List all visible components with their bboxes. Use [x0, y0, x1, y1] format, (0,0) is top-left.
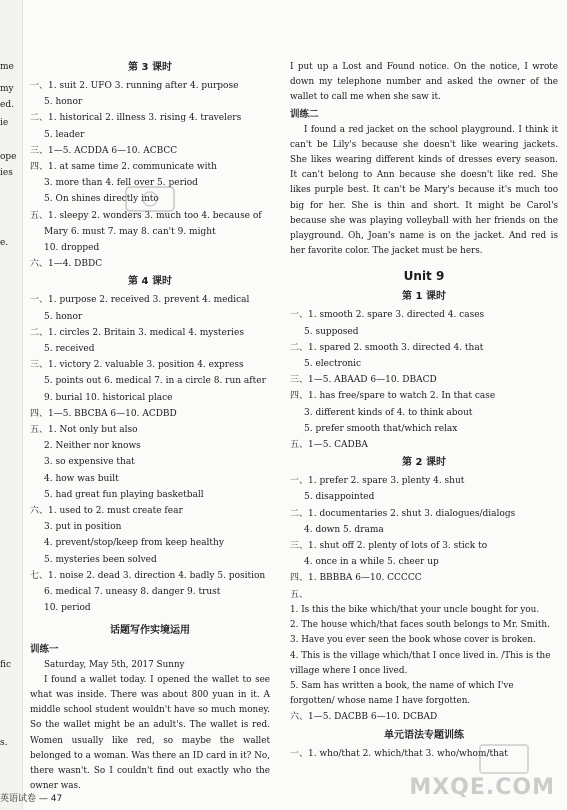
drill-2-label: 训练二 — [290, 108, 319, 120]
sentence-answer: 5. Sam has written a book, the name of which I've forgotten/ whose name I have forgotten. — [290, 680, 514, 707]
answer-line: 3. so expensive that — [44, 457, 135, 468]
answer-line: 10. period — [44, 603, 91, 614]
sentence-answer: 4. This is the village which/that I once lived in. /This is the village where I once lived. — [290, 650, 551, 676]
answer-line: 10. dropped — [44, 243, 100, 254]
drill-1-label: 训练一 — [30, 643, 59, 655]
topic-writing-title: 话题写作实境运用 — [110, 624, 190, 636]
unit-9-lesson-1-title: 第 1 课时 — [402, 291, 446, 303]
answer-line: 五、1. sleepy 2. wonders 3. much too 4. because of — [30, 210, 262, 221]
answer-line: 四、1. BBBBA 6—10. CCCCC — [290, 573, 422, 584]
answer-line: 一、1. prefer 2. spare 3. plenty 4. shut — [290, 476, 465, 487]
right-column — [290, 60, 558, 762]
edge-fragment: ope — [0, 152, 17, 162]
edge-fragment: e. — [0, 238, 9, 248]
edge-fragment: ed. — [0, 100, 14, 110]
answer-line: 3. put in position — [44, 522, 122, 533]
edge-fragment: s. — [0, 738, 8, 748]
answer-line: 二、1. circles 2. Britain 3. medical 4. mysteries — [30, 327, 245, 338]
answer-line: 5. honor — [44, 97, 83, 108]
answer-line: 3. more than 4. fell over 5. period — [44, 178, 198, 189]
answer-line: 四、1. at same time 2. communicate with — [30, 162, 217, 173]
answer-line: 二、1. spared 2. smooth 3. directed 4. that — [290, 342, 484, 353]
watermark-text: MXQE.COM — [409, 775, 555, 800]
answer-line: 一、1. purpose 2. received 3. prevent 4. medical — [30, 295, 250, 306]
left-column — [30, 58, 270, 794]
watermark-logo — [409, 740, 559, 804]
answer-line: 4. prevent/stop/keep from keep healthy — [44, 538, 224, 549]
unit-grammar-review-title: 单元语法专题训练 — [384, 729, 464, 741]
drill-1-continued-text: I put up a Lost and Found notice. On the notice, I wrote down my telephone number and asked the owner of the wallet to call me when she saw it. — [290, 62, 558, 103]
answer-line: 三、1—5. ACDDA 6—10. ACBCC — [30, 145, 178, 156]
answer-line: 5. On shines directly into — [44, 194, 159, 205]
diary-date-line: Saturday, May 5th, 2017 Sunny — [44, 659, 185, 670]
answer-line: 4. once in a while 5. cheer up — [304, 557, 439, 568]
answer-line: 七、1. noise 2. dead 3. direction 4. badly 5. position — [30, 570, 266, 581]
answer-line: 4. down 5. drama — [304, 524, 384, 535]
edge-fragment: ies — [0, 168, 13, 178]
drill-1-text: I found a wallet today. I opened the wallet to see what was inside. There was about 800 yuan in it. A middle school student wouldn't have so much money. So the wallet might be an adult's. The wallet is red. Women usually like red, so maybe the wallet belonged to a woman. Was there an ID card in it? No, there wasn't. So I couldn't find out exactly who the owner was. — [30, 674, 270, 792]
answer-line: 一、1. who/that 2. which/that 3. who/whom/that — [290, 748, 508, 759]
edge-fragment: my — [0, 84, 14, 94]
answer-line: 六、1. used to 2. must create fear — [30, 506, 183, 517]
drill-2-text: I found a red jacket on the school playground. I think it can't be Lily's because she doesn't like wearing jackets. She likes wearing different kinds of dresses every season. It can't belong to Ann because she doesn't like red. She likes purple best. It can't be Mary's because it's much too big for her. She is thin and short. It might be Carol's because she was playing volleyball with her friends on the playground. Oh, Joan's name is on the jacket. And red is her favorite color. The jacket must be hers. — [290, 124, 558, 257]
sentence-answer: 1. Is this the bike which/that your uncle bought for you. — [290, 604, 540, 615]
answer-line: 四、1. has free/spare to watch 2. In that case — [290, 391, 496, 402]
answer-line: 二、1. documentaries 2. shut 3. dialogues/dialogs — [290, 508, 516, 519]
answer-line: 一、1. suit 2. UFO 3. running after 4. purpose — [30, 81, 239, 91]
sentence-answer: 3. Have you ever seen the book whose cover is broken. — [290, 635, 536, 646]
answer-line: 5. leader — [44, 129, 85, 140]
page-edge-fragments — [0, 0, 23, 810]
page-footer: 英语试卷 — 47 — [0, 794, 63, 804]
answer-line: 四、1—5. BBCBA 6—10. ACDBD — [30, 408, 177, 419]
unit-9-title: Unit 9 — [403, 269, 445, 284]
answer-line: 6. medical 7. uneasy 8. danger 9. trust — [44, 587, 221, 598]
answer-line: 5. disappointed — [304, 492, 375, 503]
answer-line: 5. points out 6. medical 7. in a circle 8. run after — [44, 376, 266, 387]
answer-line: 五、 — [290, 589, 309, 600]
watermark-badge-icon — [479, 744, 529, 774]
answer-line: 5. electronic — [304, 359, 362, 370]
answer-line: 三、1—5. ABAAD 6—10. DBACD — [290, 375, 437, 386]
answer-line: 五、1. Not only but also — [30, 425, 138, 436]
answer-line: 三、1. victory 2. valuable 3. position 4. express — [30, 360, 244, 371]
answer-line: 三、1. shut off 2. plenty of lots of 3. stick to — [290, 541, 488, 552]
answer-line: 六、1—4. DBDC — [30, 259, 103, 270]
lesson-3-title: 第 3 课时 — [128, 62, 172, 73]
answer-line: 5. had great fun playing basketball — [44, 489, 204, 500]
answer-line: 六、1—5. DACBB 6—10. DCBAD — [290, 712, 438, 723]
answer-line: 一、1. smooth 2. spare 3. directed 4. cases — [290, 310, 485, 321]
answer-line: 5. supposed — [304, 326, 359, 337]
answer-line: 3. different kinds of 4. to think about — [304, 407, 473, 418]
edge-fragment: fic — [0, 660, 12, 670]
answer-line: 9. burial 10. historical place — [44, 392, 173, 403]
faded-stamp-mark — [122, 184, 178, 214]
answer-line: 二、1. historical 2. illness 3. rising 4. travelers — [30, 113, 242, 124]
answer-line: Mary 6. must 7. may 8. can't 9. might — [44, 226, 216, 237]
answer-line: 5. mysteries been solved — [44, 554, 157, 565]
answer-line: 4. how was built — [44, 473, 119, 484]
answer-line: 5. received — [44, 344, 95, 355]
answer-line: 5. honor — [44, 311, 83, 322]
edge-fragment: ie — [0, 118, 9, 128]
sentence-answer: 2. The house which/that faces south belongs to Mr. Smith. — [290, 620, 550, 631]
answer-line: 2. Neither nor knows — [44, 441, 141, 452]
edge-fragment: me — [0, 62, 14, 72]
answer-line: 五、1—5. CADBA — [290, 440, 368, 451]
answer-line: 5. prefer smooth that/which relax — [304, 423, 458, 434]
lesson-4-title: 第 4 课时 — [128, 276, 172, 288]
unit-9-lesson-2-title: 第 2 课时 — [402, 457, 446, 469]
